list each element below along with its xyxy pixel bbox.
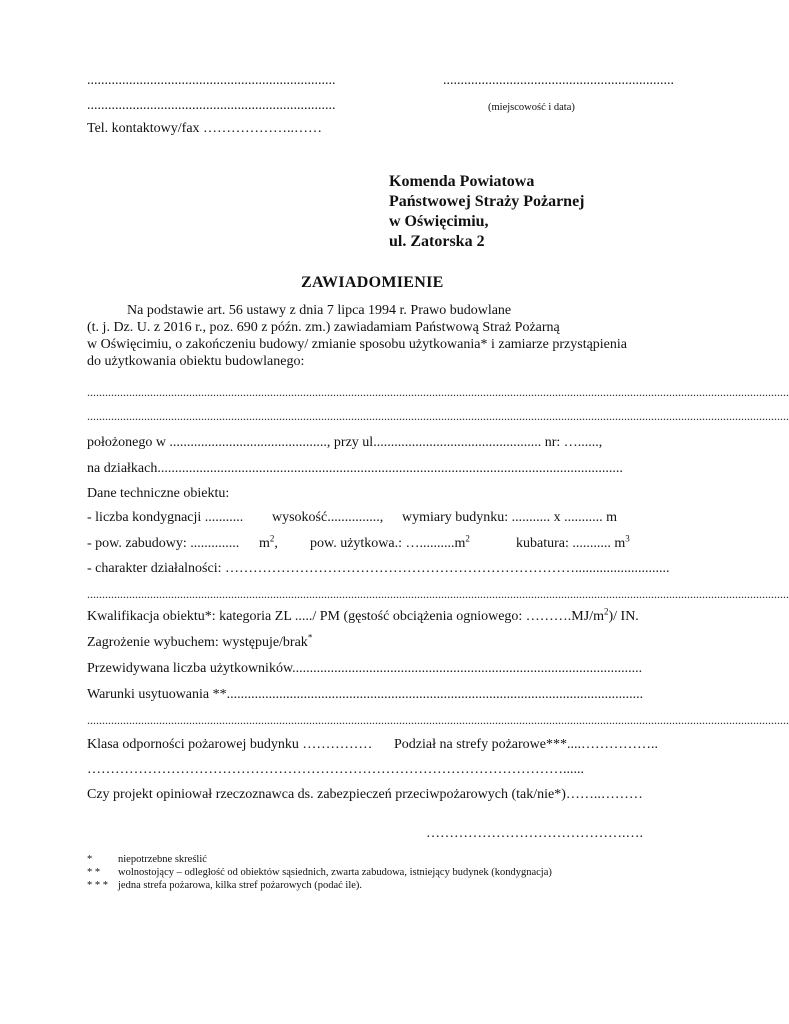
intro-paragraph (87, 302, 669, 370)
plots-field[interactable]: na działkach..................................................................................................................................... (87, 461, 623, 476)
footnote-1-text: niepotrzebne skreślić (118, 854, 207, 865)
document-title: ZAWIADOMIENIE (301, 274, 444, 291)
explosion-hazard-field[interactable]: Zagrożenie wybuchem: występuje/brak* (87, 632, 313, 650)
intro-line-3: w Oświęcimiu, o zakończeniu budowy/ zmianie sposobu użytkowania* i zamiarze przystąpienia (87, 337, 627, 352)
usable-area-field[interactable]: pow. użytkowa.: $\dots..........m^2$ (310, 533, 470, 551)
addressee-line-2: Państwowej Straży Pożarnej (389, 193, 585, 210)
height-field[interactable]: wysokość..............., (272, 510, 384, 525)
fire-resistance-field[interactable]: Klasa odporności pożarowej budynku …………… (87, 737, 373, 752)
built-area-unit: $m^2$, (259, 533, 278, 551)
built-area-field[interactable]: - pow. zabudowy: .............. (87, 536, 240, 551)
users-count-field[interactable]: Przewidywana liczba użytkowników.................................................................................................... (87, 661, 643, 676)
addressee-line-3: w Oświęcimiu, (389, 213, 489, 230)
addressee-line-4: ul. Zatorska 2 (389, 233, 485, 250)
tel-fax-line[interactable]: Tel. kontaktowy/fax ………………..…… (87, 121, 323, 136)
expert-opinion-field[interactable]: Czy projekt opiniował rzeczoznawca ds. zabezpieczeń przeciwpożarowych (tak/nie*)……..……… (87, 787, 643, 802)
technical-data-label: Dane techniczne obiektu: (87, 486, 230, 501)
location-field[interactable]: położonego w ............................................., przy ul................................................ nr: …......, (87, 435, 603, 450)
dimensions-field[interactable]: wymiary budynku: ........... x ........... m (402, 510, 618, 525)
footnote-3-text: jedna strefa pożarowa, kilka stref pożarowych (podać ile). (118, 880, 363, 891)
fire-zones-line-2[interactable]: …………………………………………………………………………………………...... (87, 762, 584, 777)
activity-character-field[interactable]: - charakter działalności: …………………………………………………………………........................... (87, 561, 670, 576)
footnote-3-mark: * * * (87, 880, 108, 891)
qualification-field[interactable]: Kwalifikacja obiektu*: kategoria ZL ...../ PM (gęstość obciążenia ogniowego: $\dots\dots\dots.MJ/m^2)/$ IN. (87, 606, 639, 624)
intro-line-2: (t. j. Dz. U. z 2016 r., poz. 690 z późn. zm.) zawiadamiam Państwową Straż Pożarną (87, 320, 560, 335)
place-date-line[interactable]: .................................................................. (443, 73, 674, 88)
activity-character-line-2[interactable]: .......................................................................................................................................................................................................................................... (87, 587, 789, 601)
footnote-2-mark: * * (87, 867, 101, 878)
signature-line[interactable]: …………………………………….…. (426, 826, 643, 841)
intro-line-1: Na podstawie art. 56 ustawy z dnia 7 lipca 1994 r. Prawo budowlane (127, 303, 512, 318)
object-description-line-2[interactable]: .......................................................................................................................................................................................................................................... (87, 409, 789, 423)
cubature-field[interactable]: kubatura: ........... $m^3$ (516, 533, 630, 551)
addressee-line-1: Komenda Powiatowa (389, 173, 535, 190)
object-description-line-1[interactable]: .......................................................................................................................................................................................................................................... (87, 385, 789, 399)
storeys-field[interactable]: - liczba kondygnacji ........... (87, 510, 244, 525)
intro-line-4: do użytkowania obiektu budowlanego: (87, 354, 305, 369)
footnote-1-mark: * (87, 854, 93, 865)
sender-address-line[interactable]: ....................................................................... (87, 98, 336, 113)
footnote-2-text: wolnostojący – odległość od obiektów sąsiednich, zwarta zabudowa, istniejący budynek (kondygnacja) (118, 867, 552, 878)
sender-name-line[interactable]: ....................................................................... (87, 73, 336, 88)
fire-zones-field[interactable]: Podział na strefy pożarowe***....…………….. (394, 737, 658, 752)
place-date-caption: (miejscowość i data) (488, 102, 575, 113)
location-conditions-line-2[interactable]: .......................................................................................................................................................................................................................................... (87, 713, 789, 727)
location-conditions-field[interactable]: Warunki usytuowania **....................................................................................................................... (87, 687, 644, 702)
